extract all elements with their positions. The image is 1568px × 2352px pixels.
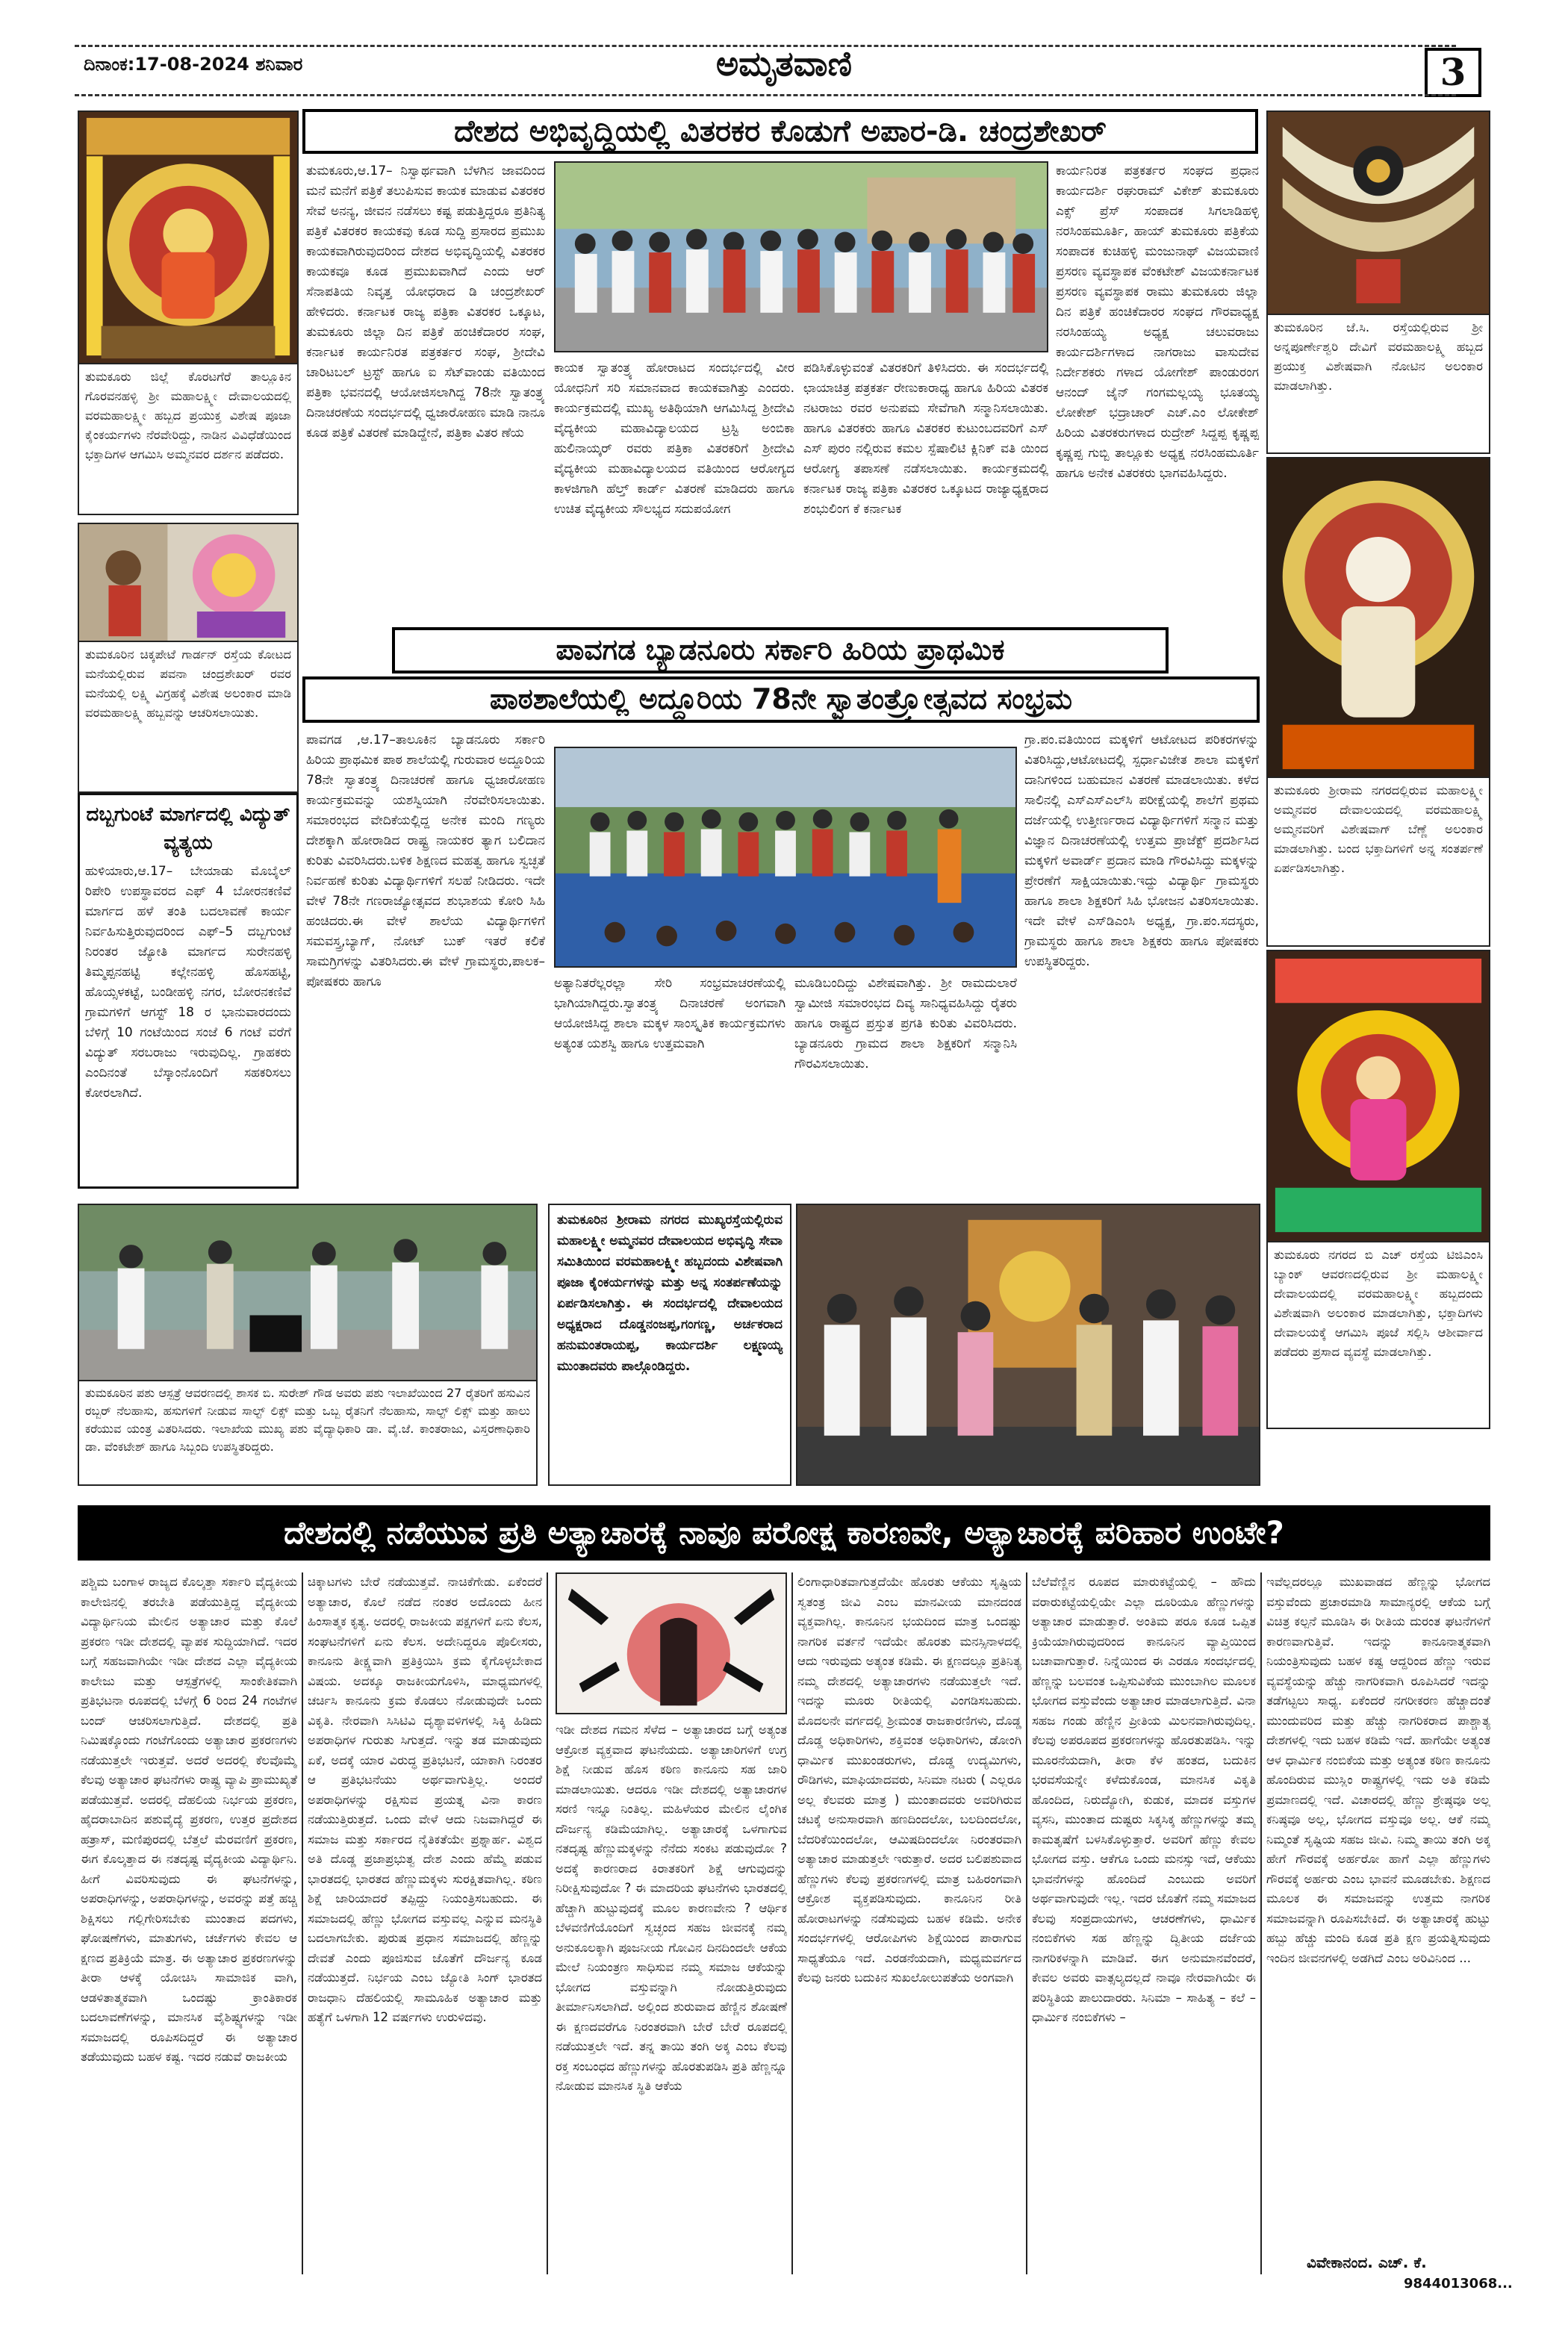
column-rule bbox=[547, 1572, 548, 2274]
story3-col5: ಬೆಲೆವೆಣ್ಣಿನ ರೂಪದ ಮಾರುಕಟ್ಟೆಯಲ್ಲಿ – ಹೌದು ವರಾರುಕಟ್ಟೆಯಲ್ಲಿಯೇ ಎಲ್ಲಾ ದೂರಿಯೂ ಹೆಣ್ಣುಗಳನ್ನು ಅತ್ಯಾಚಾರ ಮಾಡುತ್ತಾರೆ. ಅಂತಿಮ ಪರೂ ಕೂಡ ಒಪ್ಪಿತ ಕ್ರಿಯೆಯಾಗಿರುವುದರಿಂದ ಕಾನೂನಿನ ವ್ಯಾಪ್ತಿಯಿಂದ ಬಚಾವಾಗುತ್ತಾರೆ. ನಿನ್ನೆಯಿಂದ ಈ ಎರಡೂ ಸಂದರ್ಭದಲ್ಲಿ ಹೆಣ್ಣನ್ನು ಬಲವಂತ ಒಪ್ಪಿಸುವಿಕೆಯ ಮುಂಬಾಗಿಲ ಮೂಲಕ ಭೋಗದ ವಸ್ತುವೆಂದು ಅತ್ಯಾಚಾರ ಮಾಡಲಾಗುತ್ತಿದೆ. ವಿನಾ ಸಹಜ ಗಂಡು ಹೆಣ್ಣಿನ ಪ್ರೀತಿಯ ಮಿಲನವಾಗಿರುವುದಿಲ್ಲ. ಕೆಲವು ಅಪರೂಪದ ಪ್ರಕರಣಗಳನ್ನು ಹೊರತುಪಡಿಸಿ. ಇನ್ನು ಮೂರನೆಯದಾಗಿ, ತೀರಾ ಕೆಳ ಹಂತದ, ಬದುಕಿನ ಭರವಸೆಯನ್ನೇ ಕಳೆದುಕೊಂಡ, ಮಾನಸಿಕ ವಿಕೃತಿ ಹೊಂದಿದ, ನಿರುದ್ಯೋಗಿ, ಕುಡುಕ, ಮಾದಕ ವಸ್ತುಗಳ ವ್ಯಸನಿ, ಮುಂತಾದ ದುಷ್ಟರು ಸಿಕ್ಕಸಿಕ್ಕ ಹೆಣ್ಣುಗಳನ್ನು ತಮ್ಮ ಕಾಮತೃಷೆಗೆ ಬಳಸಿಕೊಳ್ಳುತ್ತಾರೆ. ಅವರಿಗೆ ಹೆಣ್ಣು ಕೇವಲ ಭೋಗದ ವಸ್ತು. ಆಕೆಗೂ ಒಂದು ಮನಸ್ಸು ಇದೆ, ಆಕೆಯು ಭಾವನೆಗಳನ್ನು ಹೊಂದಿದೆ ಎಂಬುದು ಅವರಿಗೆ ಅರ್ಥವಾಗುವುದೇ ಇಲ್ಲ. ಇದರ ಜೊತೆಗೆ ನಮ್ಮ ಸಮಾಜದ ಕೆಲವು ಸಂಪ್ರದಾಯಗಳು, ಆಚರಣೆಗಳು, ಧಾರ್ಮಿಕ ನಂಬಿಕೆಗಳು ಸಹ ಹೆಣ್ಣನ್ನು ದ್ವಿತೀಯ ದರ್ಜೆಯ ನಾಗರಿಕಳನ್ನಾಗಿ ಮಾಡಿವೆ. ಈಗ ಅನುಮಾನವೆಂದರೆ, ಕೇವಲ ಅವರು ವಾತ್ಸಲ್ಯದಲ್ಲದೆ ನಾವೂ ನೇರವಾಗಿಯೇ ಈ ಪರಿಸ್ಥಿತಿಯ ಪಾಲುದಾರರು. ಸಿನಿಮಾ – ಸಾಹಿತ್ಯ – ಕಲೆ – ಧಾರ್ಮಿಕ ನಂಬಿಕೆಗಳು – bbox=[1032, 1575, 1256, 2024]
right-caption-2: ತುಮಕೂರು ಶ್ರೀರಾಮ ನಗರದಲ್ಲಿರುವ ಮಹಾಲಕ್ಷ್ಮೀ ಅಮ್ಮನವರ ದೇವಾಲಯದಲ್ಲಿ ವರಮಹಾಲಕ್ಷ್ಮಿ ಅಮ್ಮನವರಿಗೆ ವಿಶೇಷವಾಗ್ ಬೆಣ್ಣೆ ಅಲಂಕಾರ ಮಾಡಲಾಗಿತ್ತು. ಬಂದ ಭಕ್ತಾದಿಗಳಿಗೆ ಅನ್ನ ಸಂತರ್ಪಣೆ ಏರ್ಪಡಿಸಲಾಗಿತ್ತು. bbox=[1266, 778, 1490, 947]
story3-col6: ಇವೆಲ್ಲದರಲ್ಲೂ ಮುಖವಾಡದ ಹೆಣ್ಣನ್ನು ಭೋಗದ ವಸ್ತುವೆಂದು ಪ್ರಚಾರಮಾಡಿ ಸಾಮಾನ್ಯರಲ್ಲಿ ಆಕೆಯ ಬಗ್ಗೆ ವಿಚಿತ್ರ ಕಲ್ಪನೆ ಮೂಡಿಸಿ ಈ ರೀತಿಯ ದುರಂತ ಘಟನೆಗಳಿಗೆ ಕಾರಣವಾಗುತ್ತಿವೆ. ಇದನ್ನು ಕಾನೂನಾತ್ಮಕವಾಗಿ ನಿಯಂತ್ರಿಸುವುದು ಬಹಳ ಕಷ್ಟ ಆದ್ದರಿಂದ ಹೆಣ್ಣು ಇರುವ ವ್ಯವಸ್ಥೆಯನ್ನು ಹೆಚ್ಚು ನಾಗರಿಕವಾಗಿ ರೂಪಿಸಿದರೆ ಇದನ್ನು ತಡೆಗಟ್ಟಲು ಸಾಧ್ಯ. ಏಕೆಂದರೆ ನಗರೀಕರಣ ಹೆಚ್ಚಾದಂತೆ ಮುಂದುವರಿದ ಮತ್ತು ಹೆಚ್ಚು ನಾಗರಿಕರಾದ ಪಾಶ್ಚಾತ್ಯ ದೇಶಗಳಲ್ಲಿ ಇದು ಬಹಳ ಕಡಿಮೆ ಇದೆ. ಹಾಗೆಯೇ ಅತ್ಯಂತ ಆಳ ಧಾರ್ಮಿಕ ನಂಬಿಕೆಯ ಮತ್ತು ಅತ್ಯಂತ ಕಠಿಣ ಕಾನೂನು ಹೊಂದಿರುವ ಮುಸ್ಲಿಂ ರಾಷ್ಟ್ರಗಳಲ್ಲಿ ಇದು ಅತಿ ಕಡಿಮೆ ಪ್ರಮಾಣದಲ್ಲಿ ಇದೆ. ವಿಚಾರದಲ್ಲಿ ಹೆಣ್ಣು ಶ್ರೇಷ್ಠವೂ ಅಲ್ಲ ಕನಿಷ್ಠವೂ ಅಲ್ಲ, ಭೋಗದ ವಸ್ತುವೂ ಅಲ್ಲ. ಆಕೆ ನಮ್ಮ ನಿಮ್ಮಂತೆ ಸೃಷ್ಟಿಯ ಸಹಜ ಜೀವಿ. ನಿಮ್ಮ ತಾಯಿ ತಂಗಿ ಅಕ್ಕ ಹೇಗೆ ಗೌರವಕ್ಕೆ ಅರ್ಹರೋ ಹಾಗೆ ಎಲ್ಲಾ ಹೆಣ್ಣುಗಳು ಗೌರವಕ್ಕೆ ಅರ್ಹರು ಎಂಬ ಭಾವನೆ ಮೂಡಬೇಕು. ಶಿಕ್ಷಣದ ಮೂಲಕ ಈ ಸಮಾಜವನ್ನು ಉತ್ತಮ ನಾಗರಿಕ ಸಮಾಜವನ್ನಾಗಿ ರೂಪಿಸಬೇಕಿದೆ. ಈ ಅತ್ಯಾಚಾರಕ್ಕೆ ಹುಟ್ಟು ಹಬ್ಬು ಹೆಚ್ಚು ಮಂದಿ ಕೂಡ ಪ್ರತಿ ಕ್ಷಣ ಪ್ರಯತ್ನಿಸುವುದು ಇಂದಿನ ಜೀವನಗಳಲ್ಲಿ ಅಡಗಿದೆ ಎಂಬ ಅರಿವಿನಿಂದ ... bbox=[1266, 1575, 1490, 1965]
story2-col1: ಪಾವಗಡ ,ಆ.17–ತಾಲೂಕಿನ ಬ್ಯಾಡನೂರು ಸರ್ಕಾರಿ ಹಿರಿಯ ಪ್ರಾಥಮಿಕ ಪಾಠ ಶಾಲೆಯಲ್ಲಿ ಗುರುವಾರ ಅದ್ದೂರಿಯ 78ನೇ ಸ್ವಾತಂತ್ರ್ಯ ದಿನಾಚರಣೆ ಹಾಗೂ ಧ್ವಜಾರೋಹಣ ಕಾರ್ಯಕ್ರಮವನ್ನು ಯಶಸ್ವಿಯಾಗಿ ನೆರವೇರಿಸಲಾಯಿತು. ಸಮಾರಂಭದ ವೇದಿಕೆಯಲ್ಲಿದ್ದ ಅನೇಕ ಮಂದಿ ಗಣ್ಯರು ದೇಶಕ್ಕಾಗಿ ಹೋರಾಡಿದ ರಾಷ್ಟ್ರ ನಾಯಕರ ತ್ಯಾಗ ಬಲಿದಾನ ಕುರಿತು ವಿವರಿಸಿದರು.ಬಳಿಕ ಶಿಕ್ಷಣದ ಮಹತ್ವ ಹಾಗೂ ಸ್ವಚ್ಛತೆ ನಿರ್ವಹಣೆ ಕುರಿತು ವಿದ್ಯಾರ್ಥಿಗಳಿಗೆ ಸಲಹೆ ನೀಡಿದರು. ಇದೇ ವೇಳೆ 78ನೇ ಗಣರಾಜ್ಯೋತ್ಸವದ ಶುಭಾಶಯ ಕೋರಿ ಸಿಹಿ ಹಂಚಿದರು.ಈ ವೇಳೆ ಶಾಲೆಯ ವಿದ್ಯಾರ್ಥಿಗಳಿಗೆ ಸಮವಸ್ತ್ರ,ಬ್ಯಾಗ್, ನೋಟ್ ಬುಕ್ ಇತರೆ ಕಲಿಕೆ ಸಾಮಗ್ರಿಗಳನ್ನು ವಿತರಿಸಿದರು.ಈ ವೇಳೆ ಗ್ರಾಮಸ್ಥರು,ಪಾಲಕ–ಪೋಷಕರು ಹಾಗೂ bbox=[306, 732, 545, 989]
brief-headline: ದಬ್ಬಗುಂಟೆ ಮಾರ್ಗದಲ್ಲಿ ವಿದ್ಯುತ್ ವ್ಯತ್ಯಯ bbox=[86, 803, 290, 854]
issue-date: ದಿನಾಂಕ:17-08-2024 ಶನಿವಾರ bbox=[84, 54, 303, 75]
temple-committee-photo bbox=[796, 1204, 1260, 1486]
story3-col1: ಪಶ್ಚಿಮ ಬಂಗಾಳ ರಾಜ್ಯದ ಕೊಲ್ಕತ್ತಾ ಸರ್ಕಾರಿ ವೈದ್ಯಕೀಯ ಕಾಲೇಜಿನಲ್ಲಿ ತರಬೇತಿ ಪಡೆಯುತ್ತಿದ್ದ ವೈದ್ಯಕೀಯ ವಿದ್ಯಾರ್ಥಿನಿಯ ಮೇಲಿನ ಅತ್ಯಾಚಾರ ಮತ್ತು ಕೊಲೆ ಪ್ರಕರಣ ಇಡೀ ದೇಶದಲ್ಲಿ ವ್ಯಾಪಕ ಸುದ್ದಿಯಾಗಿದೆ. ಇದರ ಬಗ್ಗೆ ಸಹಜವಾಗಿಯೇ ಇಡೀ ದೇಶದ ಎಲ್ಲಾ ವೈದ್ಯಕೀಯ ಕಾಲೇಜು ಮತ್ತು ಆಸ್ಪತ್ರೆಗಳಲ್ಲಿ ಸಾಂಕೇತಿಕವಾಗಿ ಪ್ರತಿಭಟನಾ ರೂಪದಲ್ಲಿ ಬೆಳಗ್ಗೆ 6 ರಿಂದ 24 ಗಂಟೆಗಳ ಬಂದ್ ಆಚರಿಸಲಾಗುತ್ತಿದೆ. ದೇಶದಲ್ಲಿ ಪ್ರತಿ ನಿಮಿಷಕ್ಕೊಂದು ಗಂಟೆಗೊಂದು ಅತ್ಯಾಚಾರ ಪ್ರಕರಣಗಳು ನಡೆಯುತ್ತಲೇ ಇರುತ್ತವೆ. ಅದರೆ ಅದರಲ್ಲಿ ಕೆಲವೊಮ್ಮೆ ಕೆಲವು ಅತ್ಯಾಚಾರ ಘಟನೆಗಳು ರಾಷ್ಟ್ರ ವ್ಯಾಪಿ ಪ್ರಾಮುಖ್ಯತೆ ಪಡೆಯುತ್ತವೆ. ಅದರಲ್ಲಿ ದೆಹಲಿಯ ನಿರ್ಭಯ ಪ್ರಕರಣ, ಹೈದರಾಬಾದಿನ ಪಶುವೈದ್ಯೆ ಪ್ರಕರಣ, ಉತ್ತರ ಪ್ರದೇಶದ ಹತ್ರಾಸ್, ಮಣಿಪುರದಲ್ಲಿ ಬೆತ್ತಲೆ ಮೆರವಣಿಗೆ ಪ್ರಕರಣ, ಈಗ ಕೊಲ್ಕತ್ತಾದ ಈ ನತದೃಷ್ಟ ವೈದ್ಯಕೀಯ ವಿದ್ಯಾರ್ಥಿನಿ. ಹೀಗೆ ವಿವರಿಸುವುದು ಈ ಘಟನೆಗಳನ್ನು, ಅಪರಾಧಿಗಳನ್ನು, ಅಪರಾಧಿಗಳನ್ನು, ಅವರನ್ನು ಪತ್ತೆ ಹಚ್ಚಿ ಶಿಕ್ಷಿಸಲು ಗಲ್ಲಿಗೇರಿಸಬೇಕು ಮುಂತಾದ ಪದಗಳು, ಘೋಷಣೆಗಳು, ಮಾತುಗಳು, ಚರ್ಚೆಗಳು ಕೇವಲ ಆ ಕ್ಷಣದ ಪ್ರತಿಕ್ರಿಯೆ ಮಾತ್ರ. ಈ ಅತ್ಯಾಚಾರ ಪ್ರಕರಣಗಳನ್ನು ತೀರಾ ಆಳಕ್ಕೆ ಯೋಚಿಸಿ ಸಾಮಾಜಿಕ ವಾಗಿ, ಆಡಳಿತಾತ್ಮಕವಾಗಿ ಒಂದಷ್ಟು ಕ್ರಾಂತಿಕಾರಕ ಬದಲಾವಣೆಗಳನ್ನು, ಮಾನಸಿಕ ವೈಶಿಷ್ಟ್ಯಗಳನ್ನು ಇಡೀ ಸಮಾಜದಲ್ಲಿ ರೂಪಿಸದಿದ್ದರೆ ಈ ಅತ್ಯಾಚಾರ ತಡೆಯುವುದು ಬಹಳ ಕಷ್ಟ. ಇದರ ನಡುವೆ ರಾಜಕೀಯ bbox=[81, 1575, 297, 2064]
temple-caption: ತುಮಕೂರಿನ ಶ್ರೀರಾಮ ನಗರದ ಮುಖ್ಯರಸ್ತೆಯಲ್ಲಿರುವ ಮಹಾಲಕ್ಷ್ಮೀ ಅಮ್ಮನವರ ದೇವಾಲಯದ ಅಭಿವೃದ್ಧಿ ಸೇವಾ ಸಮಿತಿಯಿಂದ ವರಮಹಾಲಕ್ಷ್ಮೀ ಹಬ್ಬದಂದು ವಿಶೇಷವಾಗಿ ಪೂಜಾ ಕೈಂಕರ್ಯಗಳನ್ನು ಮತ್ತು ಅನ್ನ ಸಂತರ್ಪಣೆಯನ್ನು ಏರ್ಪಡಿಸಲಾಗಿತ್ತು. ಈ ಸಂದರ್ಭದಲ್ಲಿ ದೇವಾಲಯದ ಅಧ್ಯಕ್ಷರಾದ ದೊಡ್ಡನಂಜಪ್ಪ,ಗಂಗಣ್ಣ, ಅರ್ಚಕರಾದ ಹನುಮಂತರಾಯಪ್ಪ, ಕಾರ್ಯದರ್ಶಿ ಲಕ್ಷ್ಮಣಯ್ಯ ಮುಂತಾದವರು ಪಾಲ್ಗೊಂಡಿದ್ದರು. bbox=[557, 1213, 783, 1374]
column-rule bbox=[1026, 1572, 1027, 2274]
left-caption-2: ತುಮಕೂರಿನ ಚಿಕ್ಕಪೇಟೆ ಗಾರ್ಡನ್ ರಸ್ತೆಯ ಕೋಟದ ಮನೆಯಲ್ಲಿರುವ ಪವನಾ ಚಂದ್ರಶೇಖರ್ ರವರ ಮನೆಯಲ್ಲಿ ಲಕ್ಷ್ಮಿ ವಿಗ್ರಹಕ್ಕೆ ವಿಶೇಷ ಅಲಂಕಾರ ಮಾಡಿ ವರಮಹಾಲಕ್ಷ್ಮಿ ಹಬ್ಬವನ್ನು ಆಚರಿಸಲಾಯಿತು. bbox=[78, 642, 299, 793]
story3-illustration bbox=[556, 1572, 787, 1714]
masthead-bottom-rule bbox=[75, 94, 1456, 96]
page-number: 3 bbox=[1425, 48, 1481, 97]
right-caption-3: ತುಮಕೂರು ನಗರದ ಬಿ ಎಚ್ ರಸ್ತೆಯ ಟಿಜಿಎಂಸಿ ಬ್ಯಾಂಕ್ ಆವರಣದಲ್ಲಿರುವ ಶ್ರೀ ಮಹಾಲಕ್ಷ್ಮೀ ದೇವಾಲಯದಲ್ಲಿ ವರಮಹಾಲಕ್ಷ್ಮೀ ಹಬ್ಬದಂದು ವಿಶೇಷವಾಗಿ ಅಲಂಕಾರ ಮಾಡಲಾಗಿತ್ತು, ಭಕ್ತಾದಿಗಳು ದೇವಾಲಯಕ್ಕೆ ಆಗಮಿಸಿ ಪೂಜೆ ಸಲ್ಲಿಸಿ ಆಶೀರ್ವಾದ ಪಡೆದರು ಪ್ರಸಾದ ವ್ಯವಸ್ಥೆ ಮಾಡಲಾಗಿತ್ತು. bbox=[1266, 1242, 1490, 1429]
story2-headline-line1: ಪಾವಗಡ ಬ್ಯಾಡನೂರು ಸರ್ಕಾರಿ ಹಿರಿಯ ಪ್ರಾಥಮಿಕ bbox=[392, 627, 1169, 673]
newspaper-title: ಅಮೃತವಾಣಿ bbox=[715, 43, 853, 84]
bank-temple-photo bbox=[1266, 950, 1490, 1242]
story3-col2: ಚಿಕ್ಕಾಟಗಳು ಬೇರೆ ನಡೆಯುತ್ತವೆ. ನಾಚಿಕೆಗೇಡು. ಏಕೆಂದರೆ ಅತ್ಯಾಚಾರ, ಕೊಲೆ ನಡೆದ ನಂತರ ಅದೊಂದು ಹೀನ ಹಿಂಸಾತ್ಮಕ ಕೃತ್ಯ. ಅದರಲ್ಲಿ ರಾಜಕೀಯ ಪಕ್ಷಗಳಿಗೆ ಏನು ಕೆಲಸ, ಸಂಘಟನೆಗಳಿಗೆ ಏನು ಕೆಲಸ. ಅದೇನಿದ್ದರೂ ಪೊಲೀಸರು, ಕಾನೂನು ತೀಕ್ಷ್ಣವಾಗಿ ಪ್ರತಿಕ್ರಿಯಿಸಿ ಕ್ರಮ ಕೈಗೊಳ್ಳಬೇಕಾದ ವಿಷಯ. ಅದಕ್ಕೂ ರಾಜಕೀಯಗೊಳಿಸಿ, ಮಾಧ್ಯಮಗಳಲ್ಲಿ ಚರ್ಚಿಸಿ ಕಾನೂನು ಕ್ರಮ ಕೊಡಲು ನೋಡುವುದೇ ಒಂದು ವಿಕೃತಿ. ನೇರವಾಗಿ ಸಿಸಿಟಿವಿ ದೃಶ್ಯಾವಳಿಗಳಲ್ಲಿ ಸಿಕ್ಕಿ ಹಿಡಿದು ಅಪರಾಧಿಗಳ ಗುರುತು ಸಿಗುತ್ತದೆ. ಇನ್ನು ತಡ ಮಾಡುವುದು ಏಕೆ, ಅದಕ್ಕೆ ಯಾರ ವಿರುದ್ಧ ಪ್ರತಿಭಟನೆ, ಯಾಕಾಗಿ ನಿರಂತರ ಆ ಪ್ರತಿಭಟನೆಯು ಅರ್ಥವಾಗುತ್ತಿಲ್ಲ. ಅಂದರೆ ಅಪರಾಧಿಗಳನ್ನು ರಕ್ಷಿಸುವ ಪ್ರಯತ್ನ ವಿನಾ ಕಾರಣ ನಡೆಯುತ್ತಿರುತ್ತದೆ. ಒಂದು ವೇಳೆ ಆದು ನಿಜವಾಗಿದ್ದರೆ ಈ ಸಮಾಜ ಮತ್ತು ಸರ್ಕಾರದ ನೈತಿಕತೆಯೇ ಪ್ರಶ್ನಾರ್ಹ. ವಿಶ್ವದ ಅತಿ ದೊಡ್ಡ ಪ್ರಜಾಪ್ರಭುತ್ವ ದೇಶ ಎಂದು ಹೆಮ್ಮೆ ಪಡುವ ಭಾರತದಲ್ಲಿ ಭಾರತದ ಹೆಣ್ಣುಮಕ್ಕಳು ಸುರಕ್ಷಿತವಾಗಿಲ್ಲ. ಕಠಿಣ ಶಿಕ್ಷೆ ಜಾರಿಯಾದರೆ ತಪ್ಪಿದ್ದು ನಿಯಂತ್ರಿಸಬಹುದು. ಈ ಸಮಾಜದಲ್ಲಿ ಹೆಣ್ಣು ಭೋಗದ ವಸ್ತುವಲ್ಲ ಎನ್ನುವ ಮನಸ್ಥಿತಿ ಬದಲಾಗಬೇಕು. ಪುರುಷ ಪ್ರಧಾನ ಸಮಾಜದಲ್ಲಿ ಹೆಣ್ಣನ್ನು ದೇವತೆ ಎಂದು ಪೂಜಿಸುವ ಜೊತೆಗೆ ದೌರ್ಜನ್ಯ ಕೂಡ ನಡೆಯುತ್ತದೆ. ನಿರ್ಭಯ ಎಂಬ ಜ್ಯೋತಿ ಸಿಂಗ್ ಭಾರತದ ರಾಜಧಾನಿ ದೆಹಲಿಯಲ್ಲಿ ಸಾಮೂಹಿಕ ಅತ್ಯಾಚಾರ ಮತ್ತು ಹತ್ಯೆಗೆ ಒಳಗಾಗಿ 12 ವರ್ಷಗಳು ಉರುಳಿದವು. bbox=[308, 1575, 542, 2024]
story3-col4: ಲಿಂಗಾಧಾರಿತವಾಗುತ್ತದೆಯೇ ಹೊರತು ಆಕೆಯು ಸೃಷ್ಟಿಯ ಸ್ವತಂತ್ರ ಜೀವಿ ಎಂಬ ಮಾನವೀಯ ಮಾನದಂಡ ವ್ಯಕ್ತವಾಗಿಲ್ಲ. ಕಾನೂನಿನ ಭಯದಿಂದ ಮಾತ್ರ ಒಂದಷ್ಟು ನಾಗರಿಕ ವರ್ತನೆ ಇದೆಯೇ ಹೊರತು ಮನಸ್ಸಿನಾಳದಲ್ಲಿ ಆದು ಇರುವುದು ಅತ್ಯಂತ ಕಡಿಮೆ. ಈ ಕ್ಷಣದಲ್ಲೂ ಪ್ರತಿನಿತ್ಯ ನಮ್ಮ ದೇಶದಲ್ಲಿ ಅತ್ಯಾಚಾರಗಳು ನಡೆಯುತ್ತಲೇ ಇದೆ. ಇದನ್ನು ಮೂರು ರೀತಿಯಲ್ಲಿ ವಿಂಗಡಿಸಬಹುದು. ಮೊದಲನೇ ವರ್ಗದಲ್ಲಿ ಶ್ರೀಮಂತ ರಾಜಕಾರಣಿಗಳು, ದೊಡ್ಡ ದೊಡ್ಡ ಅಧಿಕಾರಿಗಳು, ಶಕ್ತಿವಂತ ಅಧಿಕಾರಿಗಳು, ಡೋಂಗಿ ಧಾರ್ಮಿಕ ಮುಖಂಡರುಗಳು, ದೊಡ್ಡ ಉದ್ಯಮಿಗಳು, ರೌಡಿಗಳು, ಮಾಫಿಯಾದವರು, ಸಿನಿಮಾ ನಟರು ( ಎಲ್ಲರೂ ಅಲ್ಲ ಕೆಲವರು ಮಾತ್ರ ) ಮುಂತಾದವರು ಅವರಿಗಿರುವ ಚಟಕ್ಕೆ ಅನುಸಾರವಾಗಿ ಹಣದಿಂದಲೋ, ಬಲದಿಂದಲೋ, ಬೆದರಿಕೆಯಿಂದಲೋ, ಆಮಿಷದಿಂದಲೋ ನಿರಂತರವಾಗಿ ಅತ್ಯಾಚಾರ ಮಾಡುತ್ತಲೇ ಇರುತ್ತಾರೆ. ಅದರ ಬಲಿಪಶುವಾದ ಹೆಣ್ಣುಗಳು ಕೆಲವು ಪ್ರಕರಣಗಳಲ್ಲಿ ಮಾತ್ರ ಬಹಿರಂಗವಾಗಿ ಆಕ್ರೋಶ ವ್ಯಕ್ತಪಡಿಸುವುದು. ಕಾನೂನಿನ ರೀತಿ ಹೋರಾಟಗಳನ್ನು ನಡೆಸುವುದು ಬಹಳ ಕಡಿಮೆ. ಅನೇಕ ಸಂದರ್ಭಗಳಲ್ಲಿ ಆರೋಪಿಗಳು ಶಿಕ್ಷೆಯಿಂದ ಪಾರಾಗುವ ಸಾಧ್ಯತೆಯೂ ಇದೆ. ಎರಡನೆಯದಾಗಿ, ಮಧ್ಯಮವರ್ಗದ ಕೆಲವು ಜನರು ಬದುಕಿನ ಸುಖಲೋಲುಪತೆಯ ಅಂಗವಾಗಿ bbox=[797, 1575, 1021, 1985]
distributors-group-photo bbox=[554, 161, 1048, 352]
author-byline: ವಿವೇಕಾನಂದ. ಎಚ್. ಕೆ. bbox=[1307, 2253, 1427, 2271]
story3-col3: ಇಡೀ ದೇಶದ ಗಮನ ಸೆಳೆದ – ಅತ್ಯಾಚಾರದ ಬಗ್ಗೆ ಅತ್ಯಂತ ಆಕ್ರೋಶ ವ್ಯಕ್ತವಾದ ಘಟನೆಯದು. ಅತ್ಯಾಚಾರಿಗಳಿಗೆ ಉಗ್ರ ಶಿಕ್ಷೆ ನೀಡುವ ಹೊಸ ಕಠಿಣ ಕಾನೂನು ಸಹ ಜಾರಿ ಮಾಡಲಾಯಿತು. ಆದರೂ ಇಡೀ ದೇಶದಲ್ಲಿ ಅತ್ಯಾಚಾರಗಳ ಸರಣಿ ಇನ್ನೂ ನಿಂತಿಲ್ಲ. ಮಹಿಳೆಯರ ಮೇಲಿನ ಲೈಂಗಿಕ ದೌರ್ಜನ್ಯ ಕಡಿಮೆಯಾಗಿಲ್ಲ. ಅತ್ಯಾಚಾರಕ್ಕೆ ಒಳಗಾಗುವ ನತದೃಷ್ಟ ಹೆಣ್ಣುಮಕ್ಕಳನ್ನು ನೆನೆದು ಸಂಕಟ ಪಡುವುದೋ ? ಅದಕ್ಕೆ ಕಾರಣರಾದ ಕಿರಾತಕರಿಗೆ ಶಿಕ್ಷೆ ಆಗುವುದನ್ನು ನಿರೀಕ್ಷಿಸುವುದೋ ? ಈ ಮಾದರಿಯ ಘಟನೆಗಳು ಭಾರತದಲ್ಲಿ ಹೆಚ್ಚಾಗಿ ಹುಟ್ಟುವುದಕ್ಕೆ ಮೂಲ ಕಾರಣವೇನು ? ಆರ್ಥಿಕ ಬೆಳವಣಿಗೆಯೊಂದಿಗೆ ಸ್ವಚ್ಛಂದ ಸಹಜ ಜೀವನಕ್ಕೆ ನಮ್ಮ ಅನುಕೂಲಕ್ಕಾಗಿ ಪೂಜನೀಯ ಗೋವಿನ ದಿನದಿಂದಲೇ ಆಕೆಯ ಮೇಲೆ ನಿಯಂತ್ರಣ ಸಾಧಿಸುವ ನಮ್ಮ ಸಮಾಜ ಆಕೆಯನ್ನು ಭೋಗದ ವಸ್ತುವನ್ನಾಗಿ ನೋಡುತ್ತಿರುವುದು ತೀರ್ಮಾನಿಸಲಾಗಿದೆ. ಅಲ್ಲಿಂದ ಶುರುವಾದ ಹೆಣ್ಣಿನ ಶೋಷಣೆ ಈ ಕ್ಷಣದವರೆಗೂ ನಿರಂತರವಾಗಿ ಬೇರೆ ಬೇರೆ ರೂಪದಲ್ಲಿ ನಡೆಯುತ್ತಲೇ ಇದೆ. ತನ್ನ ತಾಯಿ ತಂಗಿ ಅಕ್ಕ ಎಂಬ ಕೆಲವು ರಕ್ತ ಸಂಬಂಧದ ಹೆಣ್ಣುಗಳನ್ನು ಹೊರತುಪಡಿಸಿ ಪ್ರತಿ ಹೆಣ್ಣನ್ನೂ ನೋಡುವ ಮಾನಸಿಕ ಸ್ಥಿತಿ ಆಕೆಯ bbox=[556, 1723, 787, 2093]
story2-col2: ಅತ್ಯಾನಿತರೆಲ್ಲರಲ್ಲಾ ಸೇರಿ ಸಂಭ್ರಮಾಚರಣೆಯಲ್ಲಿ ಭಾಗಿಯಾಗಿದ್ದರು.ಸ್ವಾತಂತ್ರ್ಯ ದಿನಾಚರಣೆ ಅಂಗವಾಗಿ ಆಯೋಜಿಸಿದ್ದ ಶಾಲಾ ಮಕ್ಕಳ ಸಾಂಸ್ಕೃತಿಕ ಕಾರ್ಯಕ್ರಮಗಳು ಅತ್ಯಂತ ಯಶಸ್ವಿ ಹಾಗೂ ಉತ್ತಮವಾಗಿ bbox=[554, 976, 785, 1051]
butter-decoration-photo bbox=[1266, 457, 1490, 778]
story1-col2: ಕಾಯಕ ಸ್ವಾತಂತ್ರ್ಯ ಹೋರಾಟದ ಸಂದರ್ಭದಲ್ಲಿ ವೀರ ಯೋಧನಿಗೆ ಸರಿ ಸಮಾನವಾದ ಕಾಯಕವಾಗಿತ್ತು ಎಂದರು. ಕಾರ್ಯಕ್ರಮದಲ್ಲಿ ಮುಖ್ಯ ಅತಿಥಿಯಾಗಿ ಆಗಮಿಸಿದ್ದ ಶ್ರೀದೇವಿ ವೈದ್ಯಕೀಯ ಮಹಾವಿದ್ಯಾಲಯದ ಟ್ರಸ್ಟಿ ಅಂಬಿಕಾ ಹುಲಿನಾಯ್ಕರ್ ರವರು ಪತ್ರಿಕಾ ವಿತರಕರಿಗೆ ಶ್ರೀದೇವಿ ವೈದ್ಯಕೀಯ ಮಹಾವಿದ್ಯಾಲಯದ ವತಿಯಿಂದ ಆರೋಗ್ಯದ ಕಾಳಜಿಗಾಗಿ ಹೆಲ್ತ್ ಕಾರ್ಡ್ ವಿತರಣೆ ಮಾಡಿದರು ಹಾಗೂ ಉಚಿತ ವೈದ್ಯಕೀಯ ಸೌಲಭ್ಯದ ಸದುಪಯೋಗ bbox=[554, 361, 794, 517]
school-event-photo bbox=[554, 747, 1017, 968]
temple-caption-box bbox=[548, 1204, 791, 1486]
goddess-photo-1 bbox=[78, 111, 299, 364]
column-rule bbox=[1260, 1572, 1262, 2274]
right-caption-1: ತುಮಕೂರಿನ ಜೆ.ಸಿ. ರಸ್ತೆಯಲ್ಲಿರುವ ಶ್ರೀ ಅನ್ನಪೂರ್ಣೇಶ್ವರಿ ದೇವಿಗೆ ವರಮಹಾಲಕ್ಷ್ಮಿ ಹಬ್ಬದ ಪ್ರಯುಕ್ತ ವಿಶೇಷವಾಗಿ ನೋಟಿನ ಅಲಂಕಾರ ಮಾಡಲಾಗಿತ್ತು. bbox=[1266, 315, 1490, 454]
note-decoration-photo bbox=[1266, 111, 1490, 315]
column-rule bbox=[791, 1572, 793, 2274]
column-rule bbox=[302, 1572, 303, 2274]
story3-headline: ದೇಶದಲ್ಲಿ ನಡೆಯುವ ಪ್ರತಿ ಅತ್ಯಾಚಾರಕ್ಕೆ ನಾವೂ ಪರೋಕ್ಷ ಕಾರಣವೇ, ಅತ್ಯಾಚಾರಕ್ಕೆ ಪರಿಹಾರ ಉಂಟೇ? bbox=[78, 1505, 1490, 1561]
author-phone: 9844013068... bbox=[1404, 2276, 1513, 2292]
story1-col1: ತುಮಕೂರು,ಆ.17– ನಿಸ್ವಾರ್ಥವಾಗಿ ಬೆಳಗಿನ ಜಾವದಿಂದ ಮನೆ ಮನೆಗೆ ಪತ್ರಿಕೆ ತಲುಪಿಸುವ ಕಾಯಕ ಮಾಡುವ ವಿತರಕರ ಸೇವೆ ಅನನ್ಯ, ಜೀವನ ನಡೆಸಲು ಕಷ್ಟ ಪಡುತ್ತಿದ್ದರೂ ಪ್ರತಿನಿತ್ಯ ಪತ್ರಿಕೆ ವಿತರಕರ ಕಾಯಕವು ಕೂಡ ಸುದ್ದಿ ಪ್ರಸಾರದ ಪ್ರಮುಖ ಕಾಯಕವಾಗಿರುವುದರಿಂದ ದೇಶದ ಅಭಿವೃದ್ಧಿಯಲ್ಲಿ ವಿತರಕರ ಕಾಯಕವೂ ಕೂಡ ಪ್ರಮುಖವಾಗಿದೆ ಎಂದು ಆರ್ ಸೆನಾಪತಿಯ ನಿವೃತ್ತ ಯೋಧರಾದ ಡಿ ಚಂದ್ರಶೇಖರ್ ಹೇಳಿದರು. ಕರ್ನಾಟಕ ರಾಜ್ಯ ಪತ್ರಿಕಾ ವಿತರಕರ ಒಕ್ಕೂಟ, ತುಮಕೂರು ಜಿಲ್ಲಾ ದಿನ ಪತ್ರಿಕೆ ಹಂಚಿಕೆದಾರರ ಸಂಘ, ಕರ್ನಾಟಕ ಕಾರ್ಯನಿರತ ಪತ್ರಕರ್ತರ ಸಂಘ, ಶ್ರೀದೇವಿ ಚಾರಿಟಬಲ್ ಟ್ರಸ್ಟ್ ಹಾಗೂ ಐ ಸೆಟ್‌ವಾಂಡು ವತಿಯಿಂದ ಪತ್ರಿಕಾ ಭವನದಲ್ಲಿ ಆಯೋಜಿಸಲಾಗಿದ್ದ 78ನೇ ಸ್ವಾತಂತ್ರ್ಯ ದಿನಾಚರಣೆಯ ಸಂದರ್ಭದಲ್ಲಿ ಧ್ವಜಾರೋಹಣ ಮಾಡಿ ನಾನೂ ಕೂಡ ಪತ್ರಿಕೆ ವಿತರಣೆ ಮಾಡಿದ್ದೇನೆ, ಪತ್ರಿಕಾ ವಿತರ ಣೆಯ bbox=[306, 164, 545, 441]
story2-headline-line2: ಪಾಠಶಾಲೆಯಲ್ಲಿ ಅದ್ದೂರಿಯ 78ನೇ ಸ್ವಾತಂತ್ರ್ಯೋತ್ಸವದ ಸಂಭ್ರಮ bbox=[302, 676, 1260, 723]
story2-col4: ಗ್ರಾ.ಪಂ.ವತಿಯಿಂದ ಮಕ್ಕಳಿಗೆ ಆಟೋಟದ ಪರಿಕರಗಳನ್ನು ವಿತರಿಸಿದ್ದು,ಆಟೋಟದಲ್ಲಿ ಸ್ಪರ್ಧಾವಿಜೇತ ಶಾಲಾ ಮಕ್ಕಳಿಗೆ ದಾನಿಗಳಿಂದ ಬಹುಮಾನ ವಿತರಣೆ ಮಾಡಲಾಯಿತು. ಕಳೆದ ಸಾಲಿನಲ್ಲಿ ಎಸ್ಎಸ್ಎಲ್‌ಸಿ ಪರೀಕ್ಷೆಯಲ್ಲಿ ಶಾಲೆಗೆ ಪ್ರಥಮ ದರ್ಜೆಯಲ್ಲಿ ಉತ್ತೀರ್ಣರಾದ ವಿದ್ಯಾರ್ಥಿಗಳಿಗೆ ಸನ್ಮಾನ ಮತ್ತು ವಿಜ್ಞಾನ ದಿನಾಚರಣೆಯಲ್ಲಿ ಉತ್ತಮ ಪ್ರಾಜೆಕ್ಟ್ ಪ್ರದರ್ಶಿಸಿದ ಮಕ್ಕಳಿಗೆ ಅವಾರ್ಡ್ ಪ್ರದಾನ ಮಾಡಿ ಗೌರವಿಸಿದ್ದು ಮಕ್ಕಳನ್ನು ಪ್ರೇರಣೆಗೆ ಸಾಕ್ಷಿಯಾಯಿತು.ಇದ್ದು ವಿದ್ಯಾರ್ಥಿ ಗ್ರಾಮಸ್ಥರು ಹಾಗೂ ಶಾಲಾ ಶಿಕ್ಷಕರಿಗೆ ಸಿಹಿ ಭೋಜನ ವಿತರಿಸಲಾಯಿತು. ಇದೇ ವೇಳೆ ಎಸ್‌ಡಿಎಂಸಿ ಅಧ್ಯಕ್ಷ, ಗ್ರಾ.ಪಂ.ಸದಸ್ಯರು, ಗ್ರಾಮಸ್ಥರು ಹಾಗೂ ಶಾಲಾ ಶಿಕ್ಷಕರು ಹಾಗೂ ಪೋಷಕರು ಉಪಸ್ಥಿತರಿದ್ದರು. bbox=[1024, 732, 1259, 969]
left-caption-1: ತುಮಕೂರು ಜಿಲ್ಲೆ ಕೊರಟಗೆರೆ ತಾಲ್ಲೂಕಿನ ಗೊರವನಹಳ್ಳಿ ಶ್ರೀ ಮಹಾಲಕ್ಷ್ಮೀ ದೇವಾಲಯದಲ್ಲಿ ವರಮಹಾಲಕ್ಷ್ಮೀ ಹಬ್ಬದ ಪ್ರಯುಕ್ತ ವಿಶೇಷ ಪೂಜಾ ಕೈಂಕರ್ಯಗಳು ನೆರವೇರಿದ್ದು, ನಾಡಿನ ವಿವಿಧೆಡೆಯಿಂದ ಭಕ್ತಾದಿಗಳ ಆಗಮಿಸಿ ಅಮ್ಮನವರ ದರ್ಶನ ಪಡೆದರು. bbox=[78, 364, 299, 515]
story2-col3: ಮೂಡಿಬಂದಿದ್ದು ವಿಶೇಷವಾಗಿತ್ತು. ಶ್ರೀ ರಾಮದುಲಾರೆ ಸ್ವಾಮೀಜಿ ಸಮಾರಂಭದ ದಿವ್ಯ ಸಾನಿಧ್ಯವಹಿಸಿದ್ದು ರೈತರು ಹಾಗೂ ರಾಷ್ಟ್ರದ ಪ್ರಸ್ತುತ ಪ್ರಗತಿ ಕುರಿತು ವಿವರಿಸಿದರು. ಬ್ಯಾಡನೂರು ಗ್ರಾಮದ ಶಾಲಾ ಶಿಕ್ಷಕರಿಗೆ ಸನ್ಮಾನಿಸಿ ಗೌರವಿಸಲಾಯಿತು. bbox=[794, 976, 1017, 1071]
brief-body: ಹುಳಿಯಾರು,ಆ.17– ಬೇಯಾಡು ಮೊಬೈಲ್ ರಿಪೇರಿ ಉಪಸ್ಥಾವರದ ಎಫ್ 4 ಬೋರನಕಣಿವೆ ಮಾರ್ಗದ ಹಳೆ ತಂತಿ ಬದಲಾವಣೆ ಕಾರ್ಯ ನಿರ್ವಹಿಸುತ್ತಿರುವುದರಿಂದ ಎಫ್–5 ದಬ್ಬಗುಂಟೆ ನಿರಂತರ ಜ್ಯೋತಿ ಮಾರ್ಗದ ಸುರೇನಹಳ್ಳಿ ತಿಮ್ಮಪ್ಪನಹಟ್ಟಿ ಕಲ್ಲೇನಹಳ್ಳಿ ಹೊಸಹಟ್ಟಿ, ಹೊಯ್ಸಳಕಟ್ಟೆ, ಬಂಡೀಹಳ್ಳಿ ನಗರ, ಬೋರನಕಣಿವೆ ಗ್ರಾಮಗಳಿಗೆ ಆಗಸ್ಟ್ 18 ರ ಭಾನುವಾರದಂದು ಬೆಳಿಗ್ಗೆ 10 ಗಂಟೆಯಿಂದ ಸಂಜೆ 6 ಗಂಟೆ ವರೆಗೆ ವಿದ್ಯುತ್ ಸರಬರಾಜು ಇರುವುದಿಲ್ಲ. ಗ್ರಾಹಕರು ಎಂದಿನಂತೆ ಬೆಸ್ಕಾಂನೊಂದಿಗೆ ಸಹಕರಿಸಲು ಕೋರಲಾಗಿದೆ. bbox=[85, 864, 291, 1101]
cattle-aid-photo bbox=[78, 1204, 538, 1381]
bottom-left-caption: ತುಮಕೂರಿನ ಪಶು ಆಸ್ಪತ್ರೆ ಆವರಣದಲ್ಲಿ ಶಾಸಕ ಬಿ. ಸುರೇಶ್ ಗೌಡ ಅವರು ಪಶು ಇಲಾಖೆಯಿಂದ 27 ರೈತರಿಗೆ ಹಸುವಿನ ರಬ್ಬರ್ ನೆಲಹಾಸು, ಹಸುಗಳಿಗೆ ನೀಡುವ ಸಾಲ್ಟ್ ಲಿಕ್ಸ್ ಮತ್ತು ಒಬ್ಬ ರೈತನಿಗೆ ನೆಲಹಾಸು, ಸಾಲ್ಟ್ ಲಿಕ್ಸ್ ಮತ್ತು ಹಾಲು ಕರೆಯುವ ಯಂತ್ರ ವಿತರಿಸಿದರು. ಇಲಾಖೆಯ ಮುಖ್ಯ ಪಶು ವೈದ್ಯಾಧಿಕಾರಿ ಡಾ. ವೈ.ಜೆ. ಕಾಂತರಾಜು, ವಿಸ್ತರಣಾಧಿಕಾರಿ ಡಾ. ವೆಂಕಟೇಶ್ ಹಾಗೂ ಸಿಬ್ಬಂದಿ ಉಪಸ್ಥಿತರಿದ್ದರು. bbox=[78, 1381, 538, 1486]
story1-headline: ದೇಶದ ಅಭಿವೃದ್ಧಿಯಲ್ಲಿ ವಿತರಕರ ಕೊಡುಗೆ ಅಪಾರ-ಡಿ. ಚಂದ್ರಶೇಖರ್ bbox=[302, 109, 1258, 154]
home-pooja-photo bbox=[78, 523, 299, 642]
story1-col4: ಕಾರ್ಯನಿರತ ಪತ್ರಕರ್ತರ ಸಂಘದ ಪ್ರಧಾನ ಕಾರ್ಯದರ್ಶಿ ರಘುರಾಮ್ ವಿಕೇಶ್ ತುಮಕೂರು ಎಕ್ಸ್ ಪ್ರೆಸ್ ಸಂಪಾದಕ ಸಿಗಲಾಡಿಹಳ್ಳಿ ನರಸಿಂಹಮೂರ್ತಿ, ಹಾಯ್ ತುಮಕೂರು ಪತ್ರಿಕೆಯ ಸಂಪಾದಕ ಕುಚಿಹಳ್ಳಿ ಮಂಜುನಾಥ್ ವಿಜಯವಾಣಿ ಪ್ರಸರಣ ವ್ಯವಸ್ಥಾಪಕ ವೆಂಕಟೇಶ್ ವಿಜಯಕರ್ನಾಟಕ ಪ್ರಸರಣ ವ್ಯವಸ್ಥಾಪಕ ರಾಮು ತುಮಕೂರು ಜಿಲ್ಲಾ ದಿನ ಪತ್ರಿಕೆ ಹಂಚಿಕೆದಾರರ ಸಂಘದ ಗೌರವಾಧ್ಯಕ್ಷ ನರಸಿಂಹಯ್ಯ ಅಧ್ಯಕ್ಷ ಚಲುವರಾಜು ಕಾರ್ಯದರ್ಶಿಗಳಾದ ನಾಗರಾಜು ವಾಸುದೇವ ನಿರ್ದೇಶಕರು ಗಳಾದ ಯೋಗೇಶ್ ಪಾಂಡುರಂಗ ಆನಂದ್ ಜೈನ್ ಗಂಗಮಲ್ಲಯ್ಯ ಭೂತಯ್ಯ ಲೋಕೇಶ್ ಭದ್ರಾಚಾರ್ ಎಚ್.ಎಂ ಲೋಕೇಶ್ ಹಿರಿಯ ವಿತರಕರುಗಳಾದ ರುದ್ರೇಶ್ ಸಿದ್ದಪ್ಪ ಕೃಷ್ಣಪ್ಪ ಕೃಷ್ಣಪ್ಪ ಗುಬ್ಬಿ ತಾಲ್ಲೂಕು ಅಧ್ಯಕ್ಷ ನರಸಿಂಹಮೂರ್ತಿ ಹಾಗೂ ಅನೇಕ ವಿತರಕರು ಭಾಗವಹಿಸಿದ್ದರು. bbox=[1056, 164, 1259, 481]
story1-col3: ಪಡಿಸಿಕೊಳ್ಳುವಂತೆ ವಿತರಕರಿಗೆ ತಿಳಿಸಿದರು. ಈ ಸಂದರ್ಭದಲ್ಲಿ ಛಾಯಾಚಿತ್ರ ಪತ್ರಕರ್ತ ರೇಣುಕಾರಾಧ್ಯ ಹಾಗೂ ಹಿರಿಯ ವಿತರಕ ನಟರಾಜು ರವರ ಅನುಪಮ ಸೇವೆಗಾಗಿ ಸನ್ಮಾನಿಸಲಾಯಿತು. ಹಾಗೂ ವಿತರಕರು ಹಾಗೂ ವಿತರಕರ ಕುಟುಂಬದವರಿಗೆ ಎಸ್ ಎಸ್ ಪುರಂ ನಲ್ಲಿರುವ ಕಮಲ ಸ್ಪೆಷಾಲಿಟಿ ಕ್ಲಿನಿಕ್ ವತಿ ಯಿಂದ ಆರೋಗ್ಯ ತಪಾಸಣೆ ನಡೆಸಲಾಯಿತು. ಕಾರ್ಯಕ್ರಮದಲ್ಲಿ ಕರ್ನಾಟಕ ರಾಜ್ಯ ಪತ್ರಿಕಾ ವಿತರಕರ ಒಕ್ಕೂಟದ ರಾಜ್ಯಾಧ್ಯಕ್ಷರಾದ ಶಂಭುಲಿಂಗ ಕೆ ಕರ್ನಾಟಕ bbox=[803, 361, 1048, 517]
